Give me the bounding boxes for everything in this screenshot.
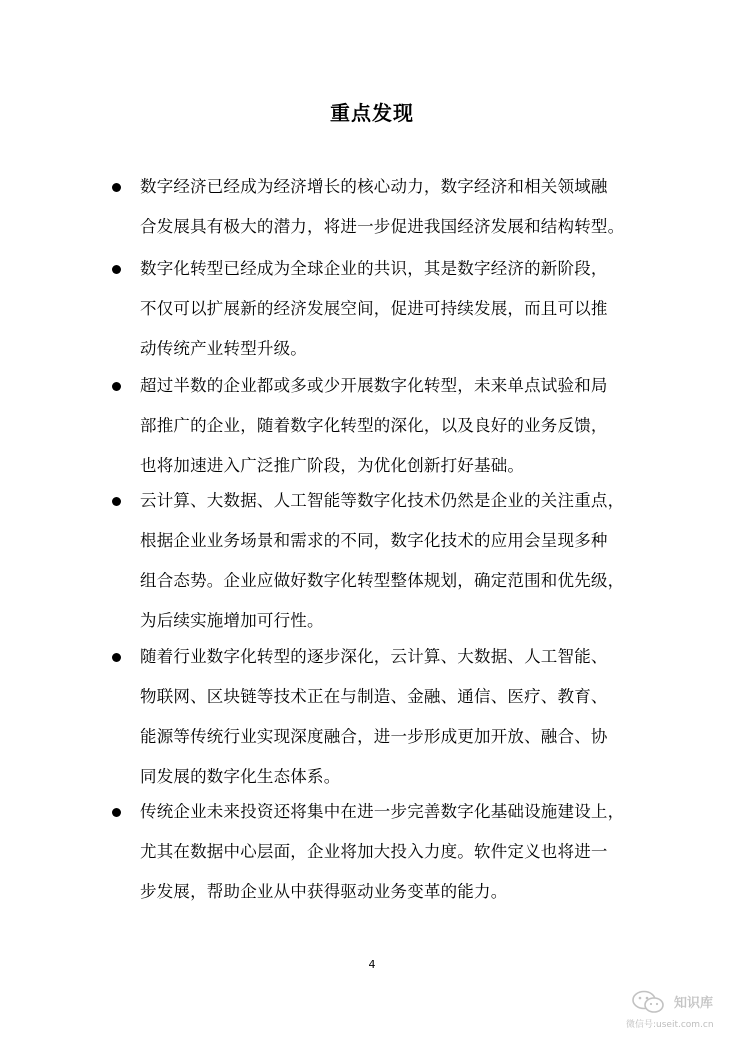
finding-text: 云计算、大数据、人工智能等数字化技术仍然是企业的关注重点， 根据企业业务场景和需求的不同，数字化技术的应用会呈现多种 组合态势。企业应做好数字化转型整体规划，确定范围和优先级， 为后续实施增加可行性。 <box>140 491 625 630</box>
watermark-subtitle: 微信号:useit.com.cn <box>626 1020 714 1030</box>
bullet-icon <box>112 653 121 662</box>
finding-text: 传统企业未来投资还将集中在进一步完善数字化基础设施建设上， 尤其在数据中心层面，企业将加大投入力度。软件定义也将进一 步发展，帮助企业从中获得驱动业务变革的能力。 <box>140 802 625 901</box>
bullet-icon <box>112 382 121 391</box>
bullet-icon <box>112 808 121 817</box>
bullet-icon <box>112 265 121 274</box>
finding-text: 随着行业数字化转型的逐步深化，云计算、大数据、人工智能、 物联网、区块链等技术正在与制造、金融、通信、医疗、教育、 能源等传统行业实现深度融合，进一步形成更加开放、融合、协 同发展的数字化生态体系。 <box>140 647 608 786</box>
finding-text: 数字化转型已经成为全球企业的共识，其是数字经济的新阶段， 不仅可以扩展新的经济发展空间，促进可持续发展，而且可以推 动传统产业转型升级。 <box>140 259 608 358</box>
watermark-brand: 知识库 <box>674 996 714 1011</box>
finding-text: 超过半数的企业都或多或少开展数字化转型，未来单点试验和局 部推广的企业，随着数字化转型的深化，以及良好的业务反馈， 也将加速进入广泛推广阶段，为优化创新打好基础。 <box>140 376 608 475</box>
bullet-icon <box>112 497 121 506</box>
watermark <box>626 990 736 1034</box>
page-number: 4 <box>368 958 376 971</box>
finding-text: 数字经济已经成为经济增长的核心动力，数字经济和相关领域融 合发展具有极大的潜力，将进一步促进我国经济发展和结构转型。 <box>140 177 625 236</box>
page-title: 重点发现 <box>330 101 414 125</box>
wechat-icon <box>632 990 666 1014</box>
bullet-icon <box>112 183 121 192</box>
